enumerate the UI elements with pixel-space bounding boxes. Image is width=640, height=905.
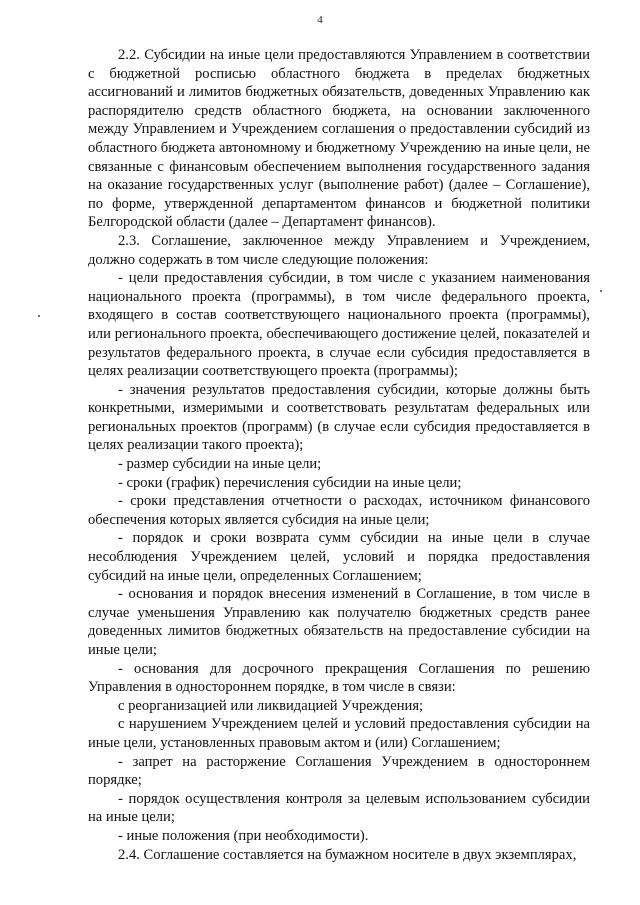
list-item-goals: - цели предоставления субсидии, в том числе с указанием наименования национального проекта (программы), в том числе федерального проекта, входящего в состав соответствующего национального проекта (программы), или регионального проекта, обеспечивающего достижение целей, показателей и результатов федерального проекта, в случае если субсидия предоставляется в целях реализации соответствующего проекта (программы); — [88, 270, 590, 380]
document-body — [88, 46, 590, 864]
paragraph-2-4: 2.4. Соглашение составляется на бумажном носителе в двух экземплярах, — [118, 846, 577, 863]
list-item-amendments: - основания и порядок внесения изменений в Соглашение, в том числе в случае уменьшения Управлению как получателю бюджетных средств ранее доведенных лимитов бюджетных обязательств на предоставление субсидии на иные цели; — [88, 586, 590, 658]
scan-speck — [600, 290, 602, 292]
list-item-refund: - порядок и сроки возврата сумм субсидии на иные цели в случае несоблюдения Учреждением целей, условий и порядка предоставления субсидий на иные цели, определенных Соглашением; — [88, 530, 590, 584]
list-item-reorganization: с реорганизацией или ликвидацией Учреждения; — [118, 697, 424, 714]
list-item-termination: - основания для досрочного прекращения Соглашения по решению Управления в одностороннем порядке, в том числе в связи: — [88, 660, 590, 696]
scan-speck — [38, 315, 40, 317]
list-item-reporting: - сроки представления отчетности о расходах, источником финансового обеспечения которых является субсидия на иные цели; — [88, 493, 590, 528]
list-item-prohibition: - запрет на расторжение Соглашения Учреждением в одностороннем порядке; — [88, 753, 590, 789]
list-item-control: - порядок осуществления контроля за целевым использованием субсидии на иные цели; — [88, 790, 590, 826]
list-item-amount: - размер субсидии на иные цели; — [118, 456, 322, 473]
paragraph-2-2: 2.2. Субсидии на иные цели предоставляются Управлением в соответствии с бюджетной росписью областного бюджета в пределах бюджетных ассигнований и лимитов бюджетных обязательств, доведенных Управлению как распорядителю средств областного бюджета, на основании заключенного между Управлением и Учреждением соглашения о предоставлении субсидий из областного бюджета автономному и бюджетному Учреждению на иные цели, не связанные с финансовым обеспечением выполнения государственного задания на оказание государственных услуг (выполнение работ) (далее – Соглашение), по форме, утвержденной департаментом финансов и бюджетной политики Белгородской области (далее – Департамент финансов). — [88, 47, 590, 231]
paragraph-2-3: 2.3. Соглашение, заключенное между Управлением и Учреждением, должно содержать в том числе следующие положения: — [88, 232, 590, 268]
list-item-results: - значения результатов предоставления субсидии, которые должны быть конкретными, измеримыми и соответствовать результатам федеральных или региональных проектов (программ) (в случае если субсидия предоставляется в целях реализации такого проекта); — [88, 381, 590, 454]
page-number: 4 — [317, 14, 323, 26]
list-item-other: - иные положения (при необходимости). — [118, 827, 369, 844]
list-item-schedule: - сроки (график) перечисления субсидии на иные цели; — [118, 474, 462, 491]
list-item-violation: с нарушением Учреждением целей и условий предоставления субсидии на иные цели, установленных правовым актом и (или) Соглашением; — [88, 716, 590, 751]
